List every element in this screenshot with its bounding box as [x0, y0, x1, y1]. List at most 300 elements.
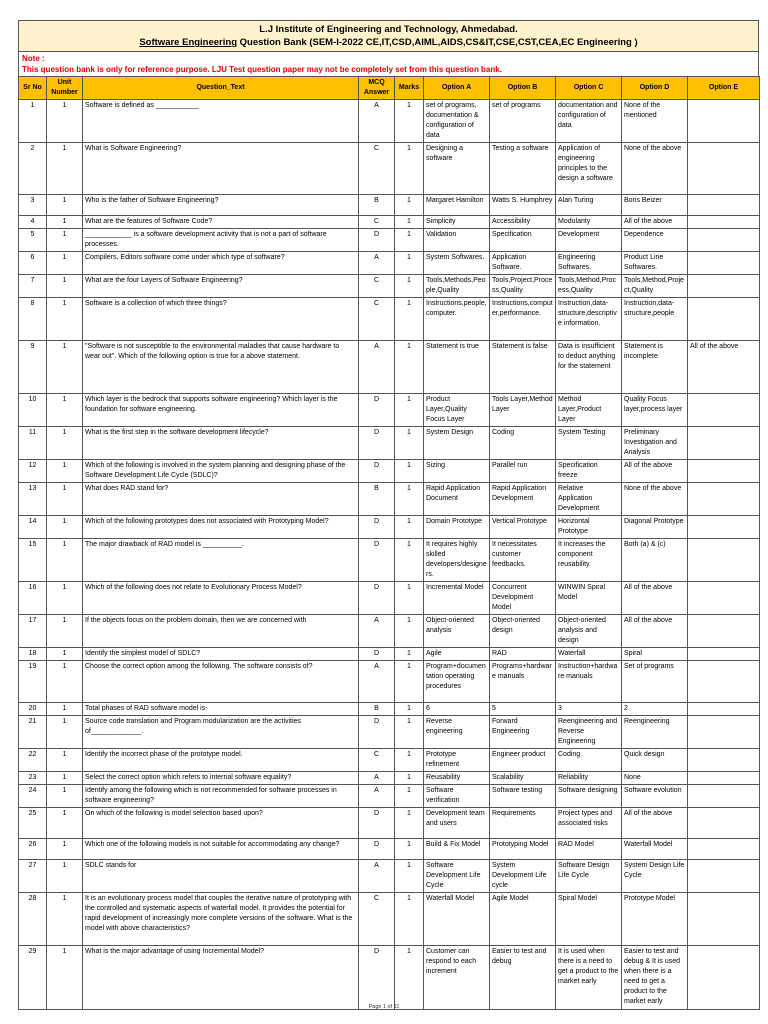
- unit-cell: 1: [47, 946, 83, 1010]
- answer-cell: A: [359, 661, 395, 703]
- question-cell: Identify the incorrect phase of the prototype model.: [83, 749, 359, 772]
- question-cell: It is an evolutionary process model that couples the iterative nature of prototyping with the controlled and systematic aspects of waterfall model. It provides the potential for rapid development of increasingly more complete versions of the software. What is the model with above characteristics?: [83, 893, 359, 946]
- table-row: [19, 772, 760, 785]
- option-b-cell: Instructions,computer,performance.: [490, 298, 556, 341]
- option-b-cell: Application Software.: [490, 252, 556, 275]
- option-a-cell: Build & Fix Model: [424, 839, 490, 860]
- question-cell: Which layer is the bedrock that supports software engineering? Which layer is the foundation for software engineering.: [83, 394, 359, 427]
- option-d-cell: All of the above: [622, 808, 688, 839]
- option-d-cell: All of the above: [622, 582, 688, 615]
- option-c-cell: 3: [556, 703, 622, 716]
- option-a-cell: Customer can respond to each increment: [424, 946, 490, 1010]
- table-row: [19, 539, 760, 582]
- option-d-cell: All of the above: [622, 216, 688, 229]
- option-e-cell: [688, 143, 760, 195]
- answer-cell: C: [359, 749, 395, 772]
- option-e-cell: [688, 394, 760, 427]
- table-row: [19, 749, 760, 772]
- option-c-cell: Tools,Method,Process,Quality: [556, 275, 622, 298]
- sr-no-cell: 20: [19, 703, 47, 716]
- unit-cell: 1: [47, 195, 83, 216]
- question-cell: Compilers, Editors software come under which type of software?: [83, 252, 359, 275]
- answer-cell: A: [359, 252, 395, 275]
- answer-cell: D: [359, 808, 395, 839]
- option-a-cell: Instructions,people,computer.: [424, 298, 490, 341]
- table-row: [19, 298, 760, 341]
- table-row: [19, 427, 760, 460]
- unit-cell: 1: [47, 483, 83, 516]
- sr-no-cell: 4: [19, 216, 47, 229]
- marks-cell: 1: [395, 516, 424, 539]
- question-cell: Who is the father of Software Engineering?: [83, 195, 359, 216]
- table-row: [19, 661, 760, 703]
- marks-cell: 1: [395, 460, 424, 483]
- unit-cell: 1: [47, 216, 83, 229]
- unit-cell: 1: [47, 516, 83, 539]
- option-c-cell: It increases the component reusability.: [556, 539, 622, 582]
- option-d-cell: Easier to test and debug & It is used when there is a need to get a product to the market early: [622, 946, 688, 1010]
- option-a-cell: Designing a software: [424, 143, 490, 195]
- col-sr-no: Sr No: [19, 77, 47, 100]
- option-a-cell: 6: [424, 703, 490, 716]
- sr-no-cell: 13: [19, 483, 47, 516]
- option-c-cell: Alan Turing: [556, 195, 622, 216]
- question-cell: What are the features of Software Code?: [83, 216, 359, 229]
- option-a-cell: Domain Prototype: [424, 516, 490, 539]
- marks-cell: 1: [395, 839, 424, 860]
- answer-cell: A: [359, 860, 395, 893]
- table-row: [19, 785, 760, 808]
- marks-cell: 1: [395, 427, 424, 460]
- sr-no-cell: 17: [19, 615, 47, 648]
- unit-cell: 1: [47, 648, 83, 661]
- option-c-cell: Application of engineering principles to the design a software: [556, 143, 622, 195]
- option-a-cell: set of programs, documentation & configuration of data: [424, 100, 490, 143]
- option-b-cell: set of programs: [490, 100, 556, 143]
- option-d-cell: All of the above: [622, 615, 688, 648]
- option-c-cell: Coding: [556, 749, 622, 772]
- unit-cell: 1: [47, 749, 83, 772]
- table-row: [19, 716, 760, 749]
- question-cell: Source code translation and Program modularization are the activities of_____________.: [83, 716, 359, 749]
- title-rest: Question Bank (SEM-I-2022 CE,IT,CSD,AIML,AIDS,CS&IT,CSE,CST,CEA,EC Engineering ): [237, 37, 638, 48]
- sr-no-cell: 8: [19, 298, 47, 341]
- question-cell: SDLC stands for: [83, 860, 359, 893]
- answer-cell: C: [359, 275, 395, 298]
- unit-cell: 1: [47, 582, 83, 615]
- sr-no-cell: 25: [19, 808, 47, 839]
- option-b-cell: System Development Life cycle: [490, 860, 556, 893]
- answer-cell: D: [359, 394, 395, 427]
- option-b-cell: Object-oriented design: [490, 615, 556, 648]
- option-a-cell: Software Development Life Cycle: [424, 860, 490, 893]
- option-c-cell: WINWIN Spiral Model: [556, 582, 622, 615]
- option-b-cell: Prototyping Model: [490, 839, 556, 860]
- question-cell: What does RAD stand for?: [83, 483, 359, 516]
- option-d-cell: Software evolution: [622, 785, 688, 808]
- table-row: [19, 946, 760, 1010]
- marks-cell: 1: [395, 785, 424, 808]
- marks-cell: 1: [395, 341, 424, 394]
- option-c-cell: Data is insufficient to deduct anything for the statement: [556, 341, 622, 394]
- question-cell: Software is defined as ___________: [83, 100, 359, 143]
- question-cell: Which one of the following models is not suitable for accommodating any change?: [83, 839, 359, 860]
- option-a-cell: Object-oriented analysis: [424, 615, 490, 648]
- option-e-cell: [688, 252, 760, 275]
- table-row: [19, 839, 760, 860]
- unit-cell: 1: [47, 893, 83, 946]
- option-b-cell: Statement is false: [490, 341, 556, 394]
- marks-cell: 1: [395, 216, 424, 229]
- option-c-cell: Method Layer,Product Layer: [556, 394, 622, 427]
- unit-cell: 1: [47, 539, 83, 582]
- answer-cell: C: [359, 143, 395, 195]
- option-b-cell: Tools Layer,Method Layer: [490, 394, 556, 427]
- option-e-cell: [688, 661, 760, 703]
- option-d-cell: 2: [622, 703, 688, 716]
- question-cell: On which of the following is model selection based upon?: [83, 808, 359, 839]
- question-cell: "Software is not susceptible to the environmental maladies that cause hardware to wear out". Which of the following option is true for a above statement.: [83, 341, 359, 394]
- answer-cell: A: [359, 341, 395, 394]
- sr-no-cell: 27: [19, 860, 47, 893]
- table-row: [19, 648, 760, 661]
- sr-no-cell: 5: [19, 229, 47, 252]
- option-a-cell: Reverse engineering: [424, 716, 490, 749]
- option-b-cell: Coding: [490, 427, 556, 460]
- option-d-cell: System Design Life Cycle: [622, 860, 688, 893]
- option-a-cell: Rapid Application Document: [424, 483, 490, 516]
- unit-cell: 1: [47, 298, 83, 341]
- option-d-cell: Spiral: [622, 648, 688, 661]
- unit-cell: 1: [47, 427, 83, 460]
- sr-no-cell: 19: [19, 661, 47, 703]
- option-d-cell: Quick design: [622, 749, 688, 772]
- option-c-cell: It is used when there is a need to get a product to the market early: [556, 946, 622, 1010]
- option-c-cell: Reliability: [556, 772, 622, 785]
- marks-cell: 1: [395, 749, 424, 772]
- document-header: [18, 20, 759, 51]
- option-d-cell: Prototype Model: [622, 893, 688, 946]
- option-a-cell: Tools,Methods,People,Quality: [424, 275, 490, 298]
- marks-cell: 1: [395, 394, 424, 427]
- option-a-cell: Statement is true: [424, 341, 490, 394]
- marks-cell: 1: [395, 808, 424, 839]
- option-b-cell: Watts S. Humphrey: [490, 195, 556, 216]
- option-d-cell: None of the above: [622, 143, 688, 195]
- answer-cell: B: [359, 703, 395, 716]
- marks-cell: 1: [395, 661, 424, 703]
- unit-cell: 1: [47, 785, 83, 808]
- col-option-a: Option A: [424, 77, 490, 100]
- document-title: [19, 36, 758, 49]
- answer-cell: D: [359, 516, 395, 539]
- option-d-cell: Preliminary Investigation and Analysis: [622, 427, 688, 460]
- option-b-cell: Rapid Application Development: [490, 483, 556, 516]
- sr-no-cell: 2: [19, 143, 47, 195]
- answer-cell: D: [359, 229, 395, 252]
- option-e-cell: All of the above: [688, 341, 760, 394]
- option-e-cell: [688, 582, 760, 615]
- marks-cell: 1: [395, 860, 424, 893]
- option-b-cell: Software testing: [490, 785, 556, 808]
- unit-cell: 1: [47, 661, 83, 703]
- option-d-cell: Tools,Method,Project,Quality: [622, 275, 688, 298]
- option-b-cell: Scalability: [490, 772, 556, 785]
- question-cell: ____________ is a software development activity that is not a part of software processes.: [83, 229, 359, 252]
- table-row: [19, 615, 760, 648]
- option-e-cell: [688, 229, 760, 252]
- option-b-cell: Specification: [490, 229, 556, 252]
- unit-cell: 1: [47, 839, 83, 860]
- table-row: [19, 893, 760, 946]
- question-cell: Choose the correct option among the following. The software consists of?: [83, 661, 359, 703]
- answer-cell: D: [359, 460, 395, 483]
- option-a-cell: Incremental Model: [424, 582, 490, 615]
- table-row: [19, 100, 760, 143]
- answer-cell: B: [359, 195, 395, 216]
- sr-no-cell: 6: [19, 252, 47, 275]
- table-row: [19, 483, 760, 516]
- col-option-b: Option B: [490, 77, 556, 100]
- option-d-cell: Statement is incomplete: [622, 341, 688, 394]
- question-table: [18, 76, 760, 1010]
- option-e-cell: [688, 772, 760, 785]
- answer-cell: B: [359, 483, 395, 516]
- option-e-cell: [688, 195, 760, 216]
- option-b-cell: Forward Engineering: [490, 716, 556, 749]
- option-b-cell: 5: [490, 703, 556, 716]
- option-e-cell: [688, 216, 760, 229]
- note-label: Note :: [22, 54, 45, 63]
- option-c-cell: Modularity: [556, 216, 622, 229]
- option-a-cell: Validation: [424, 229, 490, 252]
- marks-cell: 1: [395, 100, 424, 143]
- sr-no-cell: 15: [19, 539, 47, 582]
- sr-no-cell: 24: [19, 785, 47, 808]
- option-d-cell: Reengineering: [622, 716, 688, 749]
- sr-no-cell: 29: [19, 946, 47, 1010]
- option-c-cell: Software Design Life Cycle: [556, 860, 622, 893]
- option-a-cell: System Design: [424, 427, 490, 460]
- table-row: [19, 195, 760, 216]
- marks-cell: 1: [395, 615, 424, 648]
- answer-cell: D: [359, 427, 395, 460]
- table-row: [19, 229, 760, 252]
- answer-cell: D: [359, 716, 395, 749]
- option-d-cell: All of the above: [622, 460, 688, 483]
- marks-cell: 1: [395, 252, 424, 275]
- sr-no-cell: 23: [19, 772, 47, 785]
- sr-no-cell: 3: [19, 195, 47, 216]
- option-a-cell: Development team and users: [424, 808, 490, 839]
- option-c-cell: Instruction+hardware manuals: [556, 661, 622, 703]
- col-unit-number: Unit Number: [47, 77, 83, 100]
- question-cell: Identify among the following which is not recommended for software processes in software engineering?: [83, 785, 359, 808]
- col-option-e: Option E: [688, 77, 760, 100]
- option-d-cell: Boris Beizer: [622, 195, 688, 216]
- answer-cell: D: [359, 539, 395, 582]
- unit-cell: 1: [47, 252, 83, 275]
- option-d-cell: Set of programs: [622, 661, 688, 703]
- sr-no-cell: 18: [19, 648, 47, 661]
- option-a-cell: Margaret Hamilton: [424, 195, 490, 216]
- answer-cell: C: [359, 893, 395, 946]
- option-e-cell: [688, 539, 760, 582]
- marks-cell: 1: [395, 298, 424, 341]
- marks-cell: 1: [395, 772, 424, 785]
- unit-cell: 1: [47, 716, 83, 749]
- option-c-cell: Software designing: [556, 785, 622, 808]
- unit-cell: 1: [47, 100, 83, 143]
- option-e-cell: [688, 427, 760, 460]
- question-cell: Which of the following is involved in the system planning and designing phase of the Software Development Life Cycle (SDLC)?: [83, 460, 359, 483]
- answer-cell: D: [359, 582, 395, 615]
- option-e-cell: [688, 483, 760, 516]
- option-d-cell: Waterfall Model: [622, 839, 688, 860]
- answer-cell: A: [359, 100, 395, 143]
- option-a-cell: Reusability: [424, 772, 490, 785]
- table-row: [19, 216, 760, 229]
- table-row: [19, 394, 760, 427]
- option-e-cell: [688, 298, 760, 341]
- question-bank-sheet: [18, 20, 759, 1010]
- option-c-cell: Specification freeze: [556, 460, 622, 483]
- table-row: [19, 582, 760, 615]
- option-c-cell: RAD Model: [556, 839, 622, 860]
- table-row: [19, 143, 760, 195]
- answer-cell: D: [359, 946, 395, 1010]
- marks-cell: 1: [395, 946, 424, 1010]
- question-cell: What is Software Engineering?: [83, 143, 359, 195]
- option-e-cell: [688, 100, 760, 143]
- table-row: [19, 703, 760, 716]
- table-row: [19, 860, 760, 893]
- question-cell: Which of the following does not relate to Evolutionary Process Model?: [83, 582, 359, 615]
- table-row: [19, 275, 760, 298]
- question-cell: The major drawback of RAD model is __________.: [83, 539, 359, 582]
- marks-cell: 1: [395, 648, 424, 661]
- marks-cell: 1: [395, 893, 424, 946]
- option-e-cell: [688, 648, 760, 661]
- option-d-cell: None of the above: [622, 483, 688, 516]
- sr-no-cell: 7: [19, 275, 47, 298]
- question-cell: If the objects focus on the problem domain, then we are concerned with: [83, 615, 359, 648]
- answer-cell: A: [359, 615, 395, 648]
- marks-cell: 1: [395, 716, 424, 749]
- option-d-cell: Quality Focus layer,process layer: [622, 394, 688, 427]
- table-row: [19, 252, 760, 275]
- option-a-cell: Simplicity: [424, 216, 490, 229]
- option-d-cell: None: [622, 772, 688, 785]
- option-d-cell: Instruction,data-structure,people: [622, 298, 688, 341]
- sr-no-cell: 16: [19, 582, 47, 615]
- option-b-cell: It necessitates customer feedbacks.: [490, 539, 556, 582]
- option-e-cell: [688, 275, 760, 298]
- marks-cell: 1: [395, 483, 424, 516]
- option-e-cell: [688, 703, 760, 716]
- unit-cell: 1: [47, 394, 83, 427]
- question-cell: Identify the simplest model of SDLC?: [83, 648, 359, 661]
- option-a-cell: Prototype refinement: [424, 749, 490, 772]
- option-e-cell: [688, 893, 760, 946]
- option-a-cell: Agile: [424, 648, 490, 661]
- unit-cell: 1: [47, 860, 83, 893]
- marks-cell: 1: [395, 229, 424, 252]
- table-row: [19, 808, 760, 839]
- sr-no-cell: 9: [19, 341, 47, 394]
- answer-cell: A: [359, 772, 395, 785]
- option-d-cell: Both (a) & (c): [622, 539, 688, 582]
- option-a-cell: System Softwares.: [424, 252, 490, 275]
- option-d-cell: None of the mentioned: [622, 100, 688, 143]
- question-cell: What are the four Layers of Software Engineering?: [83, 275, 359, 298]
- option-e-cell: [688, 749, 760, 772]
- answer-cell: C: [359, 216, 395, 229]
- note-box: [18, 51, 759, 76]
- answer-cell: A: [359, 785, 395, 808]
- option-e-cell: [688, 460, 760, 483]
- option-b-cell: RAD: [490, 648, 556, 661]
- option-a-cell: Product Layer,Quality Focus Layer: [424, 394, 490, 427]
- option-b-cell: Tools,Project,Process,Quality: [490, 275, 556, 298]
- option-b-cell: Accessibility: [490, 216, 556, 229]
- marks-cell: 1: [395, 143, 424, 195]
- question-cell: Software is a collection of which three things?: [83, 298, 359, 341]
- option-c-cell: Waterfall: [556, 648, 622, 661]
- option-b-cell: Programs+hardware manuals: [490, 661, 556, 703]
- table-row: [19, 341, 760, 394]
- option-e-cell: [688, 860, 760, 893]
- option-e-cell: [688, 946, 760, 1010]
- marks-cell: 1: [395, 582, 424, 615]
- unit-cell: 1: [47, 275, 83, 298]
- question-cell: Select the correct option which refers to internal software equality?: [83, 772, 359, 785]
- marks-cell: 1: [395, 195, 424, 216]
- answer-cell: C: [359, 298, 395, 341]
- col-mcq-answer: MCQ Answer: [359, 77, 395, 100]
- sr-no-cell: 26: [19, 839, 47, 860]
- table-row: [19, 516, 760, 539]
- question-cell: Which of the following prototypes does not associated with Prototyping Model?: [83, 516, 359, 539]
- option-c-cell: Reengineering and Reverse Engineering: [556, 716, 622, 749]
- option-a-cell: Waterfall Model: [424, 893, 490, 946]
- unit-cell: 1: [47, 615, 83, 648]
- sr-no-cell: 10: [19, 394, 47, 427]
- option-c-cell: Spiral Model: [556, 893, 622, 946]
- option-e-cell: [688, 808, 760, 839]
- col-question-text: Question_Text: [83, 77, 359, 100]
- option-b-cell: Agile Model: [490, 893, 556, 946]
- option-c-cell: documentation and configuration of data: [556, 100, 622, 143]
- unit-cell: 1: [47, 341, 83, 394]
- option-b-cell: Engineer product: [490, 749, 556, 772]
- unit-cell: 1: [47, 143, 83, 195]
- institute-name: L.J Institute of Engineering and Technology, Ahmedabad.: [259, 24, 518, 35]
- option-c-cell: Project types and associated risks: [556, 808, 622, 839]
- sr-no-cell: 12: [19, 460, 47, 483]
- option-e-cell: [688, 839, 760, 860]
- option-c-cell: System Testing: [556, 427, 622, 460]
- sr-no-cell: 21: [19, 716, 47, 749]
- option-a-cell: Software verification: [424, 785, 490, 808]
- option-c-cell: Development: [556, 229, 622, 252]
- sr-no-cell: 11: [19, 427, 47, 460]
- answer-cell: D: [359, 648, 395, 661]
- unit-cell: 1: [47, 808, 83, 839]
- option-b-cell: Requirements: [490, 808, 556, 839]
- option-a-cell: Program+documentation operating procedures: [424, 661, 490, 703]
- option-c-cell: Engineering Softwares.: [556, 252, 622, 275]
